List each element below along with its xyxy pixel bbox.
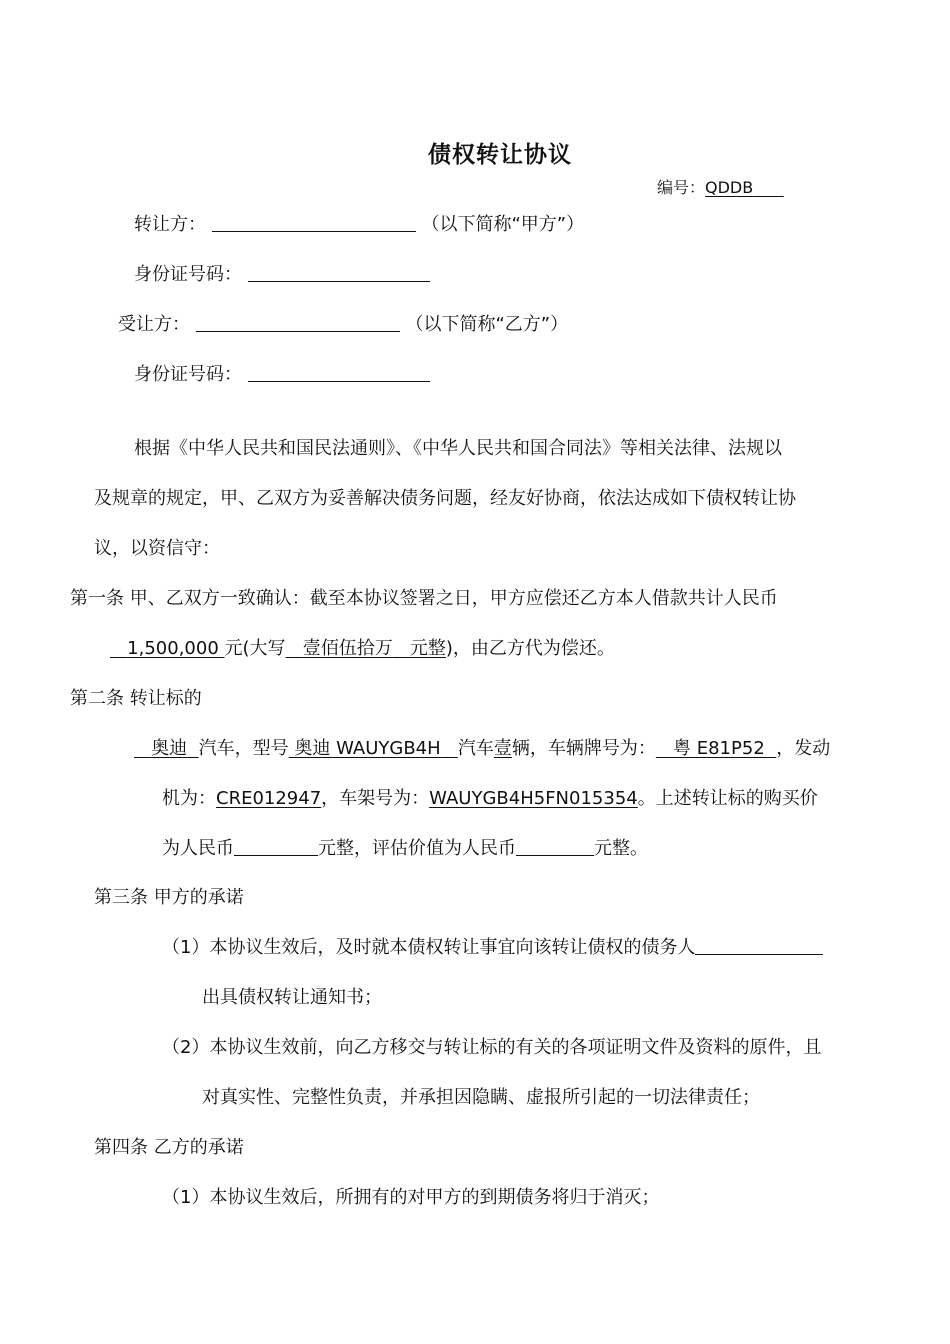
transferee-id-line bbox=[134, 363, 430, 387]
transferee-id-blank[interactable] bbox=[248, 363, 430, 382]
doc-number-label: 编号： bbox=[657, 178, 706, 197]
article1-line-1: 第一条 甲、乙双方一致确认：截至本协议签署之日，甲方应偿还乙方本人借款共计人民币 bbox=[70, 588, 778, 609]
article3-item1-line-2: 出具债权转让通知书； bbox=[202, 987, 382, 1008]
article3-item2-line-1: （2）本协议生效前，向乙方移交与转让标的有关的各项证明文件及资料的原件，且 bbox=[162, 1037, 822, 1058]
vehicle-model: 奥迪 WAUYGB4H bbox=[294, 738, 441, 759]
transferor-id-label: 身份证号码： bbox=[134, 264, 242, 285]
text-segment: 机为： bbox=[162, 788, 216, 809]
article4-item1: （1）本协议生效后，所拥有的对甲方的到期债务将归于消灭； bbox=[162, 1187, 660, 1208]
vin-number: WAUYGB4H5FN015354 bbox=[429, 788, 638, 809]
text-segment: 辆，车辆牌号为： bbox=[511, 738, 656, 759]
text-segment: 为人民币 bbox=[162, 838, 234, 859]
article3-item2-line-2: 对真实性、完整性负责，并承担因隐瞒、虚报所引起的一切法律责任； bbox=[202, 1087, 760, 1108]
transferor-note: （以下简称“甲方”） bbox=[421, 214, 585, 235]
document-title: 债权转让协议 bbox=[428, 142, 572, 168]
amount-daxie-label: 元(大写 bbox=[224, 638, 286, 659]
text-segment: ，车架号为： bbox=[321, 788, 430, 809]
text-segment: 汽车，型号 bbox=[198, 738, 289, 759]
transferee-id-label: 身份证号码： bbox=[134, 364, 242, 385]
article2-heading: 第二条 转让标的 bbox=[70, 688, 202, 709]
text-segment: 元整。 bbox=[594, 838, 648, 859]
transferor-id-line bbox=[134, 263, 430, 287]
debtor-name-blank[interactable] bbox=[695, 936, 823, 955]
article2-line-1 bbox=[134, 737, 830, 761]
article3-item1-line-1 bbox=[162, 936, 823, 960]
article3-heading: 第三条 甲方的承诺 bbox=[94, 887, 244, 908]
text-segment: （1）本协议生效后，及时就本债权转让事宜向该转让债权的债务人 bbox=[162, 937, 696, 958]
article2-line-3 bbox=[162, 837, 648, 861]
text-segment: 汽车 bbox=[457, 738, 494, 759]
vehicle-brand: 奥迪 bbox=[151, 738, 188, 759]
transferor-line bbox=[134, 213, 584, 237]
article2-line-2 bbox=[162, 787, 818, 811]
engine-number: CRE012947 bbox=[216, 788, 322, 809]
preamble-line-1: 根据《中华人民共和国民法通则》、《中华人民共和国合同法》等相关法律、法规以 bbox=[134, 438, 782, 459]
purchase-price-blank[interactable] bbox=[234, 837, 318, 856]
doc-number-value: QDDB bbox=[705, 178, 754, 197]
transferor-label: 转让方： bbox=[134, 214, 206, 235]
vehicle-count: 壹 bbox=[493, 738, 512, 759]
transferee-note: （以下简称“乙方”） bbox=[405, 314, 569, 335]
loan-amount: 1,500,000 bbox=[127, 638, 219, 659]
loan-amount-daxie: 壹佰伍拾万 元整 bbox=[302, 638, 446, 659]
text-segment: 元整，评估价值为人民币 bbox=[318, 838, 516, 859]
article1-tail: )，由乙方代为偿还。 bbox=[445, 638, 615, 659]
assessed-value-blank[interactable] bbox=[516, 837, 594, 856]
transferor-name-blank[interactable] bbox=[212, 213, 416, 232]
doc-number bbox=[657, 176, 784, 200]
article4-heading: 第四条 乙方的承诺 bbox=[94, 1137, 244, 1158]
text-segment: 。上述转让标的购买价 bbox=[637, 788, 818, 809]
transferee-line bbox=[118, 313, 568, 337]
vehicle-plate: 粤 E81P52 bbox=[673, 738, 765, 759]
preamble-line-3: 议，以资信守： bbox=[94, 538, 220, 559]
article1-line-2 bbox=[110, 637, 615, 661]
preamble-line-2: 及规章的规定，甲、乙双方为妥善解决债务问题，经友好协商，依法达成如下债权转让协 bbox=[94, 488, 796, 509]
transferee-label: 受让方： bbox=[118, 314, 190, 335]
transferor-id-blank[interactable] bbox=[248, 263, 430, 282]
transferee-name-blank[interactable] bbox=[196, 313, 400, 332]
text-segment: ，发动 bbox=[776, 738, 831, 759]
